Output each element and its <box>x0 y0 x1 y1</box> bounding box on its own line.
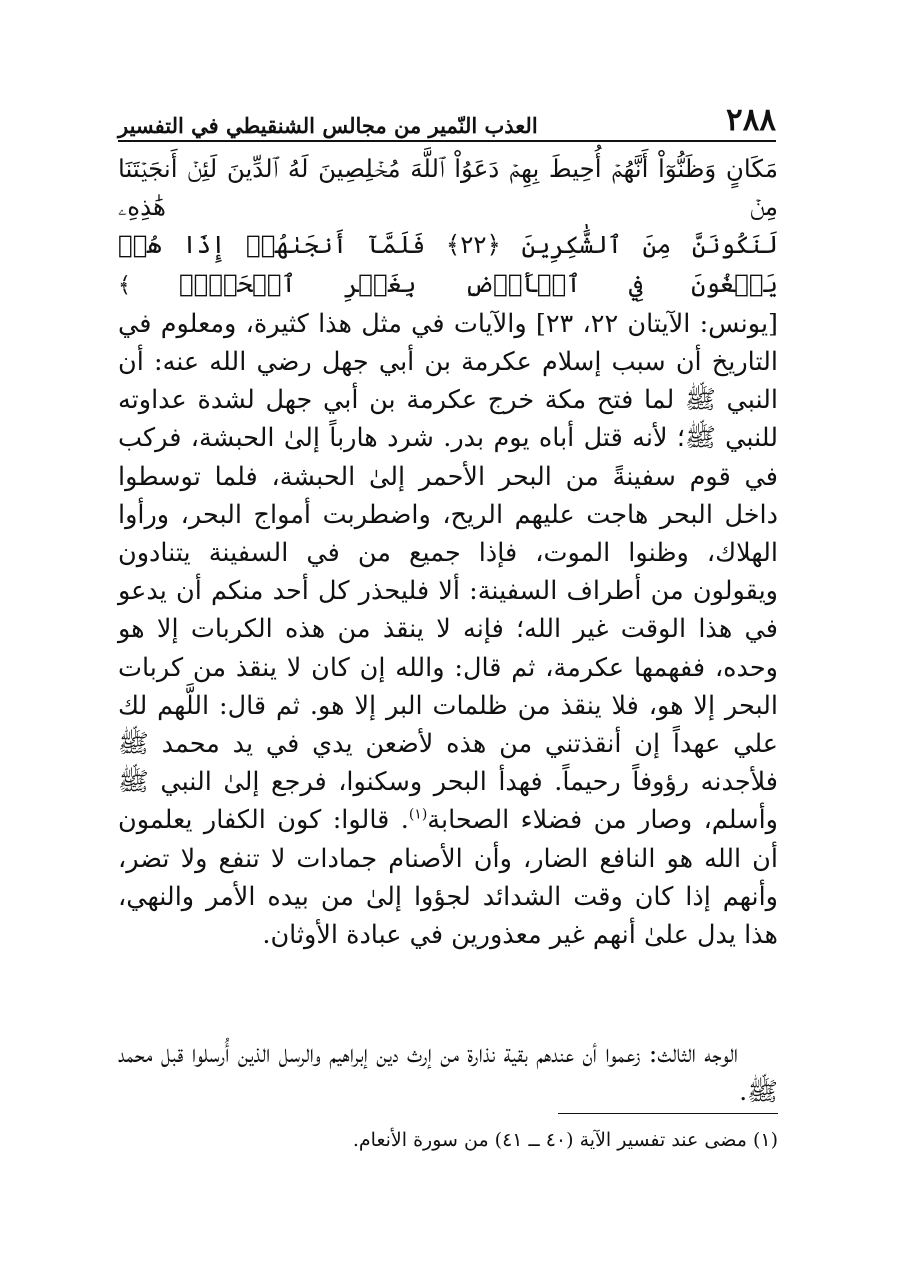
footnote-reference[interactable]: (١) <box>408 806 428 823</box>
running-title: العذب النّمير من مجالس الشنقيطي في التفسير <box>118 113 538 138</box>
footnote-divider <box>558 1113 778 1114</box>
quran-verse-line-2 <box>118 226 778 304</box>
footnote: (١) مضى عند تفسير الآية (٤٠ ــ ٤١) من سورة الأنعام. <box>352 1129 778 1151</box>
paragraph-2: الوجه الثالث: زعموا أن عندهم بقية نذارة من إرث دين إبراهيم والرسل الذين أُرسلوا قبل محمد ﷺ. <box>118 1038 778 1107</box>
paragraph-1-text: [يونس: الآيتان ٢٢، ٢٣] والآيات في مثل هذا كثيرة، ومعلوم في التاريخ أن سبب إسلام عكرمة بن أبي جهل رضي الله عنه: أن النبي ﷺ لما فتح مكة خرج عكرمة بن أبي جهل لشدة عداوته للنبي ﷺ؛ لأنه قتل أباه يوم بدر. شرد هارباً إلىٰ الحبشة، فركب في قوم سفينةً من البحر الأحمر إلىٰ الحبشة، فلما توسطوا داخل البحر هاجت عليهم الريح، واضطربت أمواج البحر، ورأوا الهلاك، وظنوا الموت، فإذا جميع من في السفينة يتنادون ويقولون من أطراف السفينة: ألا فليحذر كل أحد منكم أن يدعو في هذا الوقت غير الله؛ فإنه لا ينقذ من هذه الكربات إلا هو وحده، ففهمها عكرمة، ثم قال: والله إن كان لا ينقذ من كربات البحر إلا هو، فلا ينقذ من ظلمات البر إلا هو. ثم قال: اللَّهم لك علي عهداً إن أنقذتني من هذه لأضعن يدي في يد محمد ﷺ فلأجدنه رؤوفاً رحيماً. فهدأ البحر وسكنوا، فرجع إلىٰ النبي ﷺ وأسلم، وصار من فضلاء الصحابة <box>118 308 778 836</box>
main-text <box>118 150 778 954</box>
paragraph-1 <box>118 305 778 954</box>
verse-line-1-text: مَكَانٍ وَظَنُّوٓاْ أَنَّهُمۡ أُحِيطَ بِهِمۡ دَعَوُاْ ٱللَّهَ مُخۡلِصِينَ لَهُ ٱلدِّينَ لَئِنۡ أَنجَيۡتَنَا مِنۡ هَٰذِهِۦ <box>118 154 778 222</box>
verse-close-ornament: ﴾ <box>118 272 131 298</box>
paragraph-1-text-after: . قالوا: كون الكفار يعلمون أن الله هو النافع الضار، وأن الأصنام جمادات لا تنفع ولا تضر، وأنهم إذا كان وقت الشدائد لجؤوا إلىٰ من بيده الأمر والنهي، هذا يدل علىٰ أنهم غير معذورين في عبادة الأوثان. <box>118 805 778 951</box>
page-header <box>118 100 776 142</box>
quran-verse-line-1 <box>118 150 778 226</box>
verse-line-2-text: لَنَكُونَنَّ مِنَ ٱلشَّٰكِرِينَ ﴿٢٢﴾ فَلَمَّآ أَنجَىٰهُمۡ إِذَا هُمۡ يَبۡغُونَ فِي ٱلۡأَرۡضِ بِغَيۡرِ ٱلۡحَقِّۗ <box>118 230 778 298</box>
page-number: ٢٨٨ <box>726 102 776 138</box>
